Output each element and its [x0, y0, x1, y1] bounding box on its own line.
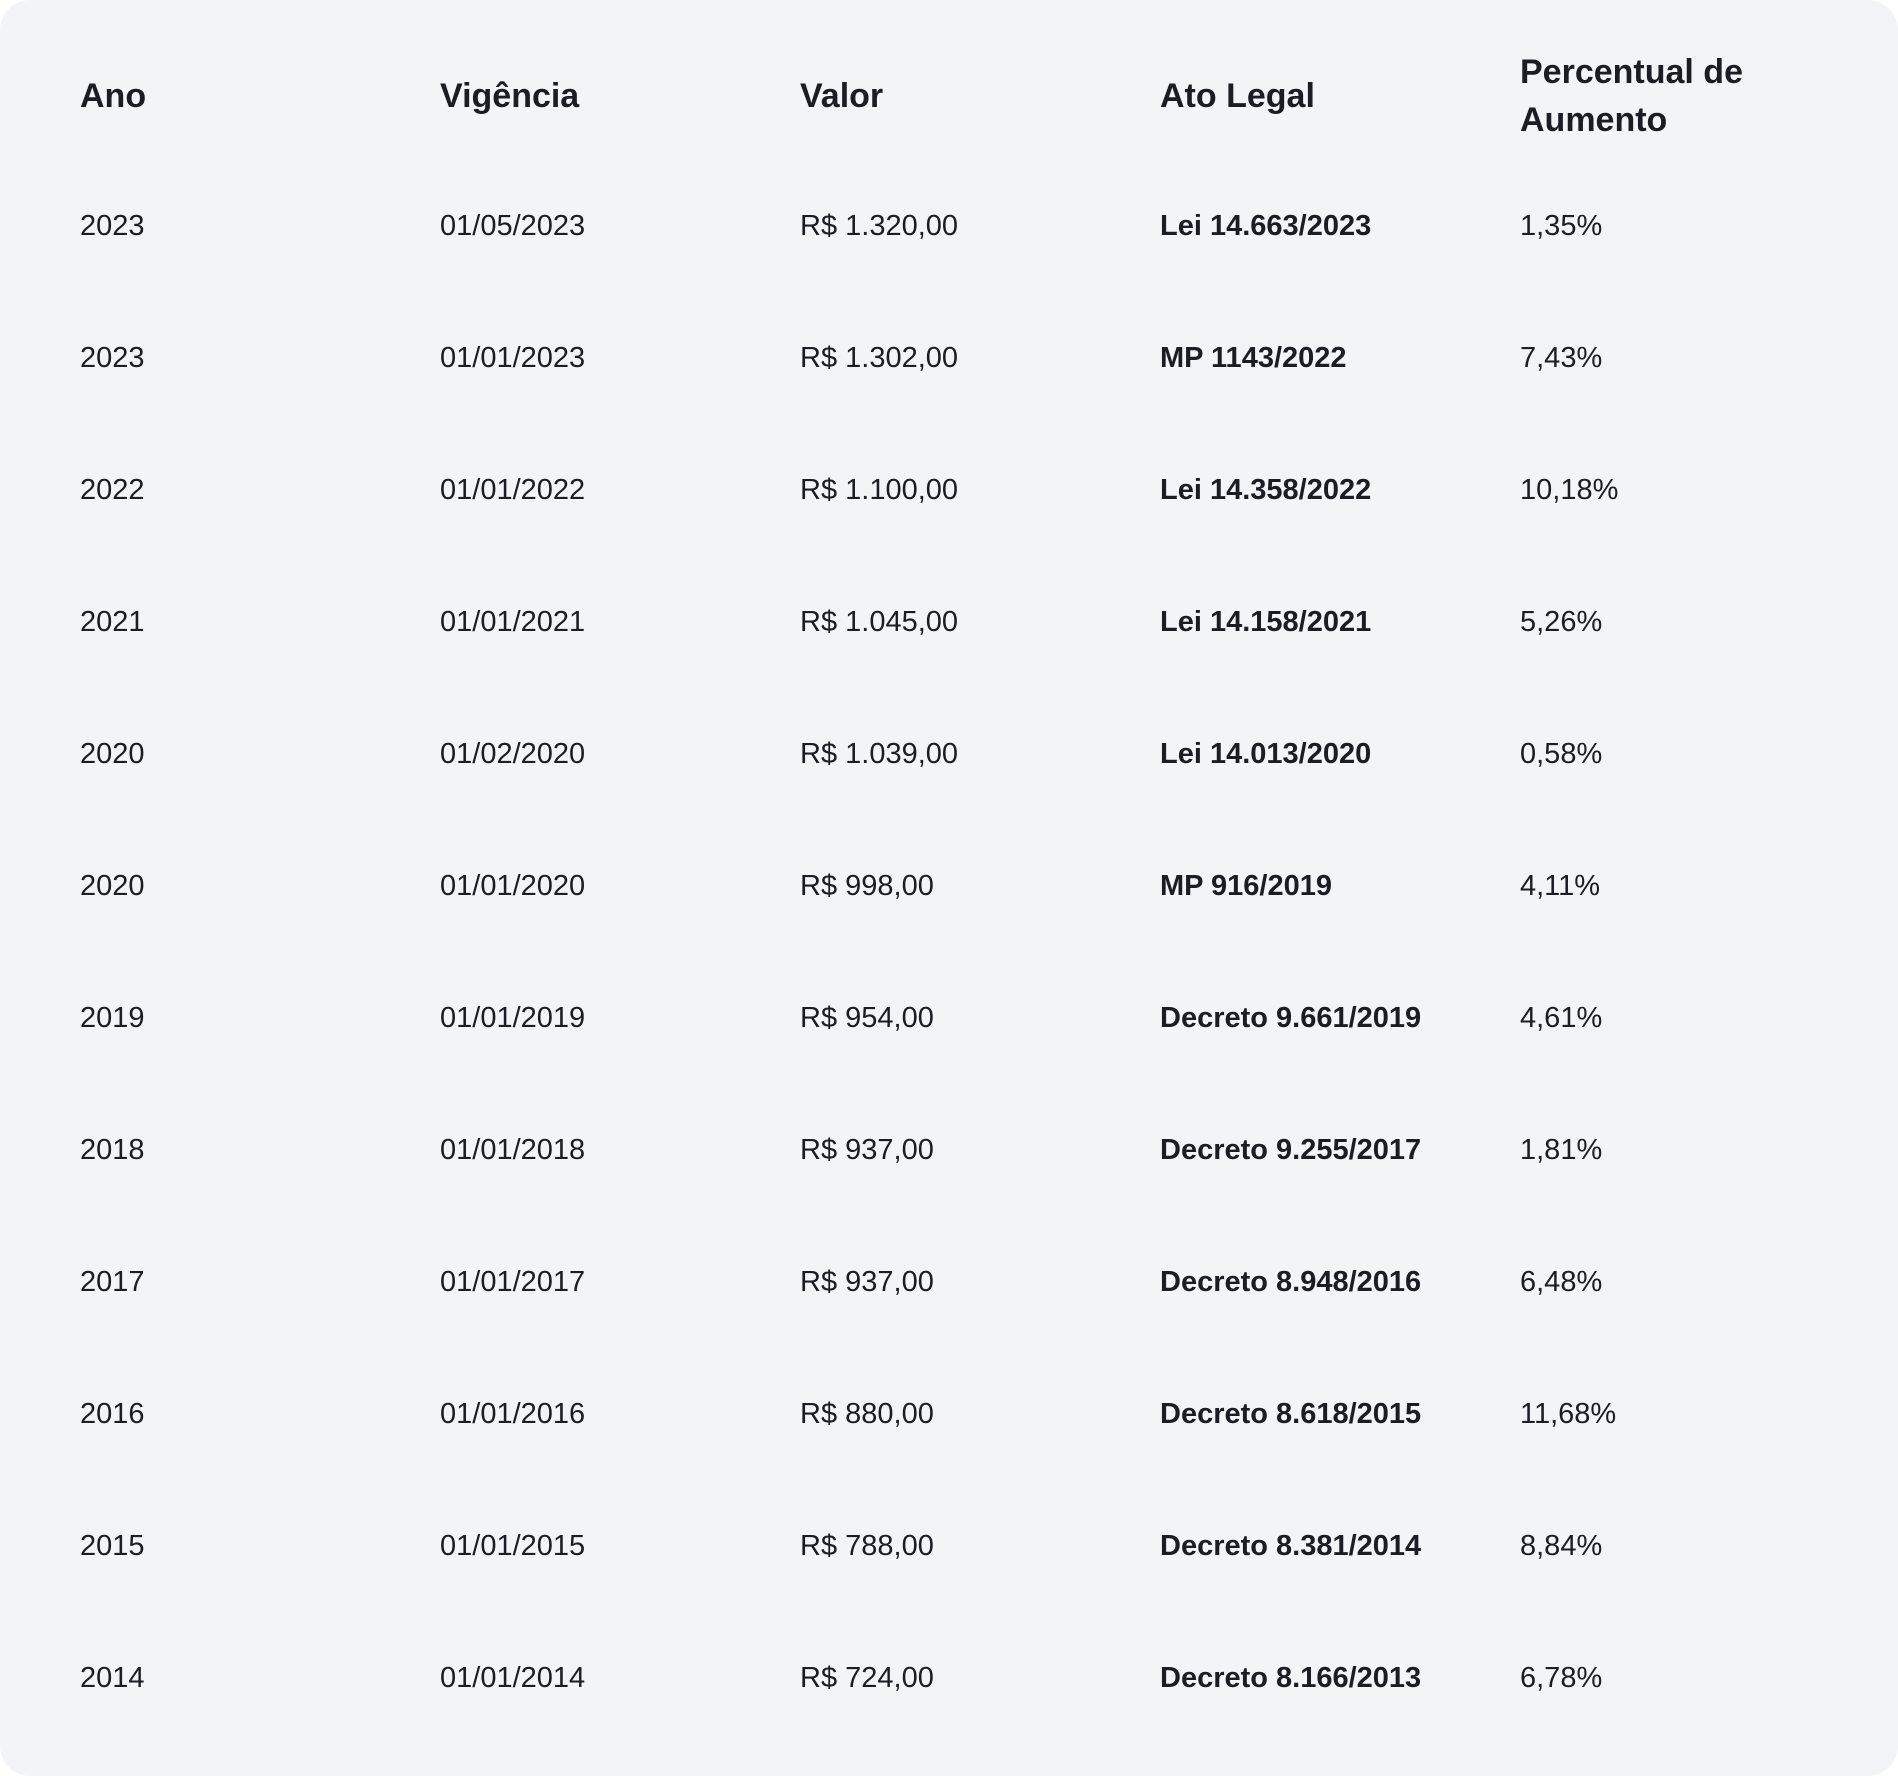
cell-ano: 2014: [80, 1662, 145, 1694]
cell-vigencia: 01/01/2022: [440, 474, 586, 506]
cell-ano: 2015: [80, 1530, 145, 1562]
cell-percentual: 0,58%: [1520, 738, 1603, 770]
cell-ano: 2021: [80, 606, 145, 638]
table-row: [80, 424, 1880, 556]
cell-percentual: 1,35%: [1520, 210, 1603, 242]
table-row: [80, 292, 1880, 424]
cell-ato-legal: Decreto 8.948/2016: [1160, 1266, 1422, 1298]
cell-valor: R$ 937,00: [800, 1134, 934, 1166]
cell-valor: R$ 788,00: [800, 1530, 934, 1562]
minimum-wage-table: [80, 32, 1880, 1744]
table-row: [80, 1348, 1880, 1480]
cell-ato-legal: Lei 14.158/2021: [1160, 606, 1372, 638]
table-row: [80, 160, 1880, 292]
cell-vigencia: 01/01/2017: [440, 1266, 586, 1298]
cell-valor: R$ 1.302,00: [800, 342, 959, 374]
cell-vigencia: 01/01/2023: [440, 342, 586, 374]
cell-vigencia: 01/01/2016: [440, 1398, 586, 1430]
table-row: [80, 556, 1880, 688]
cell-valor: R$ 880,00: [800, 1398, 934, 1430]
header-valor: Valor: [800, 77, 884, 115]
table-header-row: [80, 32, 1880, 160]
cell-percentual: 5,26%: [1520, 606, 1603, 638]
cell-ato-legal: Decreto 8.166/2013: [1160, 1662, 1422, 1694]
cell-ato-legal: Decreto 9.661/2019: [1160, 1002, 1422, 1034]
table-row: [80, 1480, 1880, 1612]
cell-ato-legal: MP 916/2019: [1160, 870, 1332, 902]
cell-ano: 2019: [80, 1002, 145, 1034]
cell-valor: R$ 724,00: [800, 1662, 934, 1694]
cell-valor: R$ 1.100,00: [800, 474, 959, 506]
cell-ano: 2023: [80, 342, 145, 374]
cell-vigencia: 01/01/2020: [440, 870, 586, 902]
cell-valor: R$ 937,00: [800, 1266, 934, 1298]
cell-vigencia: 01/05/2023: [440, 210, 586, 242]
cell-vigencia: 01/01/2014: [440, 1662, 586, 1694]
cell-percentual: 1,81%: [1520, 1134, 1603, 1166]
cell-ano: 2023: [80, 210, 145, 242]
cell-ano: 2016: [80, 1398, 145, 1430]
cell-valor: R$ 1.320,00: [800, 210, 959, 242]
header-vigencia: Vigência: [440, 77, 580, 115]
cell-ato-legal: Decreto 8.618/2015: [1160, 1398, 1422, 1430]
cell-percentual: 11,68%: [1520, 1398, 1617, 1430]
cell-vigencia: 01/01/2018: [440, 1134, 586, 1166]
table-row: [80, 1612, 1880, 1744]
cell-percentual: 4,11%: [1520, 870, 1601, 902]
table-row: [80, 1216, 1880, 1348]
cell-ato-legal: MP 1143/2022: [1160, 342, 1347, 374]
cell-valor: R$ 1.045,00: [800, 606, 959, 638]
table-row: [80, 820, 1880, 952]
cell-ano: 2017: [80, 1266, 145, 1298]
cell-ato-legal: Lei 14.358/2022: [1160, 474, 1372, 506]
cell-vigencia: 01/01/2021: [440, 606, 586, 638]
cell-percentual: 4,61%: [1520, 1002, 1603, 1034]
cell-percentual: 10,18%: [1520, 474, 1619, 506]
cell-percentual: 6,78%: [1520, 1662, 1603, 1694]
table-row: [80, 952, 1880, 1084]
cell-vigencia: 01/01/2019: [440, 1002, 586, 1034]
cell-ato-legal: Decreto 8.381/2014: [1160, 1530, 1422, 1562]
cell-ano: 2018: [80, 1134, 145, 1166]
cell-vigencia: 01/02/2020: [440, 738, 586, 770]
header-percentual: Percentual de Aumento: [1520, 53, 1743, 139]
cell-percentual: 6,48%: [1520, 1266, 1603, 1298]
cell-percentual: 8,84%: [1520, 1530, 1603, 1562]
cell-ano: 2020: [80, 738, 145, 770]
cell-valor: R$ 954,00: [800, 1002, 934, 1034]
cell-percentual: 7,43%: [1520, 342, 1603, 374]
table-row: [80, 688, 1880, 820]
cell-valor: R$ 998,00: [800, 870, 934, 902]
cell-ato-legal: Lei 14.013/2020: [1160, 738, 1372, 770]
cell-valor: R$ 1.039,00: [800, 738, 959, 770]
cell-ano: 2022: [80, 474, 145, 506]
cell-ato-legal: Decreto 9.255/2017: [1160, 1134, 1422, 1166]
table-row: [80, 1084, 1880, 1216]
cell-vigencia: 01/01/2015: [440, 1530, 586, 1562]
header-ato-legal: Ato Legal: [1160, 77, 1315, 115]
cell-ato-legal: Lei 14.663/2023: [1160, 210, 1372, 242]
header-ano: Ano: [80, 77, 147, 115]
cell-ano: 2020: [80, 870, 145, 902]
